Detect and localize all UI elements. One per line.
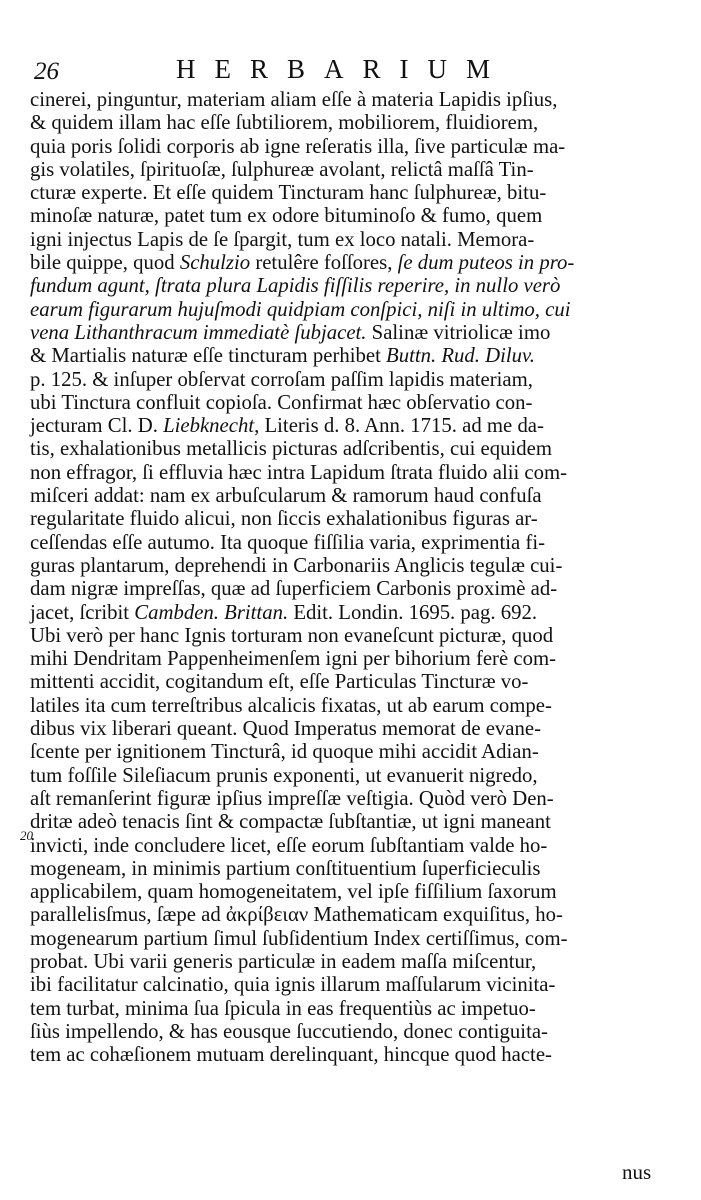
text-segment: mogenearum partium ſimul ſubſidentium Index certiſſimus, com-: [30, 925, 568, 950]
text-line: [30, 391, 682, 414]
italic-text: Cambden. Brittan.: [134, 599, 289, 624]
text-segment: bile quippe, quod: [30, 250, 180, 275]
text-line: [30, 437, 682, 460]
text-line: [30, 1043, 682, 1066]
text-segment: cturæ experte. Et eſſe quidem Tincturam hanc ſulphureæ, bitu-: [30, 180, 547, 205]
text-segment: p. 125. & inſuper obſervat corroſam paſſim lapidis materiam,: [30, 366, 533, 391]
catchword: nus: [622, 1160, 652, 1184]
text-segment: Salinæ vitriolicæ imo: [366, 319, 551, 344]
text-line: [30, 973, 682, 996]
text-segment: non effragor, ſi effluvia hæc intra Lapidum ſtrata fluido alii com-: [30, 459, 568, 484]
text-segment: & quidem illam hac eſſe ſubtiliorem, mobiliorem, fluidiorem,: [30, 110, 539, 135]
text-segment: jacet, ſcribit: [30, 599, 135, 624]
italic-text: Buttn. Rud. Diluv.: [386, 343, 535, 368]
text-line: [30, 298, 682, 321]
text-segment: quia poris ſolidi corporis ab igne reſeratis illa, ſive particulæ ma-: [30, 133, 566, 158]
text-line: [30, 764, 682, 787]
text-segment: cinerei, pinguntur, materiam aliam eſſe à materia Lapidis ipſius,: [30, 87, 558, 111]
text-segment: mihi Dendritam Pappenheimenſem igni per bihorium ferè com-: [30, 646, 556, 671]
text-line: [30, 531, 682, 554]
text-segment: dibus vix liberari queant. Quod Imperatus memorat de evane-: [30, 716, 541, 741]
text-line: [30, 158, 682, 181]
text-line: [30, 717, 682, 740]
text-segment: ceſſendas eſſe autumo. Ita quoque fiſſilia varia, exprimentia fi-: [30, 529, 546, 554]
text-segment: tem turbat, minima ſua ſpicula in eas frequentiùs ac impetuo-: [30, 995, 536, 1020]
text-line: [30, 880, 682, 903]
text-line: [30, 810, 682, 833]
italic-text: Schulzio: [179, 250, 251, 275]
text-line: [30, 111, 682, 134]
text-line: [30, 577, 682, 600]
text-segment: ſiùs impellendo, & has eousque ſuccutiendo, donec contiguita-: [30, 1018, 548, 1043]
text-line: [30, 903, 682, 926]
text-segment: & Martialis naturæ eſſe tincturam perhibet: [30, 343, 387, 368]
text-line: [30, 694, 682, 717]
text-line: [30, 181, 682, 204]
text-line: [30, 228, 682, 251]
text-line: [30, 1020, 682, 1043]
text-segment: regularitate fluido alicui, non ſiccis exhalationibus figuras ar-: [30, 506, 538, 531]
text-segment: parallelisſmus, ſæpe ad ἀκρίβειαν Mathematicam exquiſitus, ho-: [30, 902, 563, 927]
text-line: [30, 321, 682, 344]
text-line: [30, 368, 682, 391]
text-segment: mogeneam, in minimis partium conſtituentium ſuperficieculis: [30, 855, 541, 880]
text-segment: latiles ita cum terreſtribus alcalicis fixatas, ut ab earum compe-: [30, 692, 552, 717]
text-segment: Edit. Londin. 1695. pag. 692.: [288, 599, 538, 624]
text-segment: ubi Tinctura confluit copioſa. Confirmat hæc obſervatio con-: [30, 389, 533, 414]
text-segment: retulêre foſſores,: [250, 250, 398, 275]
text-line: [30, 135, 682, 158]
text-segment: Ubi verò per hanc Ignis torturam non evaneſcunt picturæ, quod: [30, 622, 554, 647]
text-line: [30, 927, 682, 950]
text-segment: igni injectus Lapis de ſe ſpargit, tum ex loco natali. Memora-: [30, 226, 535, 251]
text-line: [30, 251, 682, 274]
text-segment: ſcente per ignitionem Tincturâ, id quoque mihi accidit Adian-: [30, 739, 539, 764]
text-line: [30, 787, 682, 810]
italic-text: fundum agunt, ſtrata plura Lapidis fiſſilis reperire, in nullo verò: [30, 273, 561, 298]
italic-text: ſe dum puteos in pro-: [397, 250, 575, 275]
margin-line-number: 20: [20, 828, 33, 843]
text-line: [30, 88, 682, 111]
italic-text: vena Lithanthracum immediatè ſubjacet.: [30, 319, 367, 344]
text-line: [30, 507, 682, 530]
text-line: [30, 344, 682, 367]
text-segment: tum foſſile Sileſiacum prunis exponenti, ut evanuerit nigredo,: [30, 762, 538, 787]
text-line: [30, 601, 682, 624]
text-line: [30, 204, 682, 227]
text-line: [30, 950, 682, 973]
text-line: [30, 461, 682, 484]
text-segment: ibi facilitatur calcinatio, quia ignis illarum maſſularum vicinita-: [30, 972, 556, 997]
text-segment: aſt remanſerint figuræ ipſius impreſſæ veſtigia. Quòd verò Den-: [30, 785, 554, 810]
text-line: [30, 484, 682, 507]
text-segment: dam nigræ impreſſas, quæ ad ſuperficiem Carbonis proximè ad-: [30, 576, 558, 601]
body-text: [30, 88, 690, 1066]
text-segment: minoſæ naturæ, patet tum ex odore bituminoſo & fumo, quem: [30, 203, 543, 228]
text-segment: probat. Ubi varii generis particulæ in eadem maſſa miſcentur,: [30, 948, 537, 973]
running-title: HERBARIUM: [176, 54, 510, 84]
text-segment: jecturam Cl. D.: [30, 413, 164, 438]
text-segment: , Literis d. 8. Ann. 1715. ad me da-: [254, 413, 544, 438]
text-line: [30, 997, 682, 1020]
text-segment: miſceri addat: nam ex arbuſcularum & ramorum haud confuſa: [30, 483, 542, 508]
text-line: [30, 554, 682, 577]
text-line: [30, 670, 682, 693]
text-segment: invicti, inde concludere licet, eſſe eorum ſubſtantiam valde ho-: [30, 832, 548, 857]
text-line: [30, 274, 682, 297]
italic-text: earum figurarum hujuſmodi quidpiam conſpici, niſi in ultimo, cui: [30, 296, 571, 321]
page-number: 26: [34, 58, 59, 85]
text-line: [30, 834, 682, 857]
text-segment: dritæ adeò tenacis ſint & compactæ ſubſtantiæ, ut igni maneant: [30, 809, 551, 834]
italic-text: Liebknecht: [163, 413, 255, 438]
page-header: [0, 52, 701, 92]
text-segment: applicabilem, quam homogeneitatem, vel ipſe fiſſilium ſaxorum: [30, 879, 557, 904]
text-line: [30, 414, 682, 437]
text-line: [30, 624, 682, 647]
text-line: [30, 647, 682, 670]
text-segment: mittenti accidit, cogitandum eſt, eſſe Particulas Tincturæ vo-: [30, 669, 529, 694]
text-segment: guras plantarum, deprehendi in Carbonariis Anglicis tegulæ cui-: [30, 552, 563, 577]
text-segment: tis, exhalationibus metallicis picturas adſcribentis, cui equidem: [30, 436, 552, 461]
text-line: [30, 740, 682, 763]
text-segment: gis volatiles, ſpirituoſæ, ſulphureæ avolant, relictâ maſſâ Tin-: [30, 156, 534, 181]
text-line: [30, 857, 682, 880]
text-segment: tem ac cohæſionem mutuam derelinquant, hincque quod hacte-: [30, 1042, 552, 1067]
